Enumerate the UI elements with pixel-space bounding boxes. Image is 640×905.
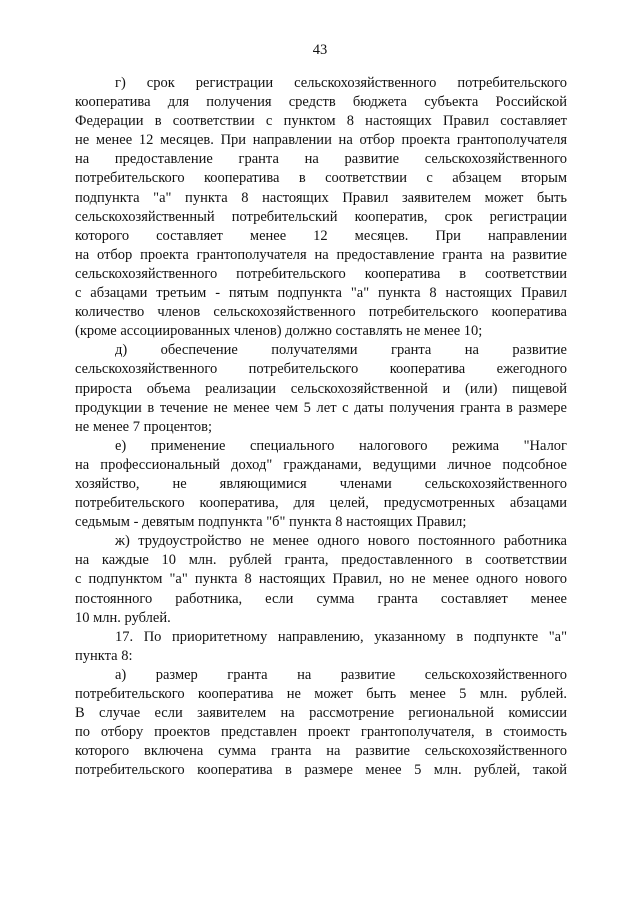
text-line: потребительского кооператива не может быть менее 5 млн. рублей. xyxy=(75,686,567,702)
text-line: д) обеспечение получателями гранта на развитие xyxy=(115,342,567,359)
text-line: потребительского кооператива, для целей, предусмотренных абзацами xyxy=(75,495,567,512)
text-line: потребительского кооператива в соответствии с абзацем вторым xyxy=(75,170,567,187)
text-line: сельскохозяйственный потребительский кооператив, срок регистрации xyxy=(75,208,567,225)
paragraph-g xyxy=(75,74,567,341)
text-line: не менее 12 месяцев. При направлении на отбор проекта грантополучателя xyxy=(75,132,567,149)
text-line: с подпунктом "а" пункта 8 настоящих Правил, но не менее одного нового xyxy=(75,571,567,588)
text-line: пункта 8: xyxy=(75,647,133,664)
text-line: которого включена сумма гранта на развитие сельскохозяйственного xyxy=(75,743,567,760)
text-line: 17. По приоритетному направлению, указанному в подпункте "а" xyxy=(115,628,567,645)
page-number: 43 xyxy=(312,42,328,58)
text-line: е) применение специального налогового режима "Налог xyxy=(115,437,567,454)
text-line: г) срок регистрации сельскохозяйственного потребительского xyxy=(115,75,567,91)
document-body xyxy=(75,74,567,780)
text-line: кооператива для получения средств бюджета субъекта Российской xyxy=(75,94,567,111)
text-line: на профессиональный доход" гражданами, ведущими личное подсобное xyxy=(75,456,567,473)
text-line: на отбор проекта грантополучателя на предоставление гранта на развитие xyxy=(75,246,567,263)
text-line: ж) трудоустройство не менее одного нового постоянного работника xyxy=(115,533,567,550)
paragraph-a xyxy=(75,666,567,781)
text-line: по отбору проектов представлен проект грантополучателя, в стоимость xyxy=(75,724,567,741)
text-line: продукции в течение не менее чем 5 лет с даты получения гранта в размере xyxy=(75,399,567,416)
text-line: которого составляет менее 12 месяцев. При направлении xyxy=(75,227,567,244)
text-line: Федерации в соответствии с пунктом 8 настоящих Правил составляет xyxy=(75,113,567,130)
text-line: постоянного работника, если сумма гранта составляет менее xyxy=(75,590,567,607)
text-line: сельскохозяйственного потребительского кооператива ежегодного xyxy=(75,361,567,378)
text-line: а) размер гранта на развитие сельскохозяйственного xyxy=(115,666,567,683)
text-line: 10 млн. рублей. xyxy=(75,609,171,626)
text-line: количество членов сельскохозяйственного потребительского кооператива xyxy=(75,304,567,321)
text-line: на предоставление гранта на развитие сельскохозяйственного xyxy=(75,151,567,168)
text-line: седьмым - девятым подпункта "б" пункта 8 настоящих Правил; xyxy=(75,514,467,531)
paragraph-e xyxy=(75,437,567,532)
text-line: потребительского кооператива в размере менее 5 млн. рублей, такой xyxy=(75,762,567,779)
text-line: хозяйство, не являющимися членами сельскохозяйственного xyxy=(75,475,567,492)
text-line: В случае если заявителем на рассмотрение региональной комиссии xyxy=(75,705,567,722)
text-line: не менее 7 процентов; xyxy=(75,418,213,435)
text-line: подпункта "а" пункта 8 настоящих Правил заявителем может быть xyxy=(75,189,567,206)
text-line: сельскохозяйственного потребительского кооператива в соответствии xyxy=(75,265,567,282)
text-line: (кроме ассоциированных членов) должно составлять не менее 10; xyxy=(75,323,483,340)
text-line: на каждые 10 млн. рублей гранта, предоставленного в соответствии xyxy=(75,552,567,569)
paragraph-d xyxy=(75,341,567,436)
text-line: с абзацами третьим - пятым подпункта "а" пункта 8 настоящих Правил xyxy=(75,285,567,302)
paragraph-zh xyxy=(75,532,567,627)
paragraph-17 xyxy=(75,628,567,666)
text-line: прироста объема реализации сельскохозяйственной и (или) пищевой xyxy=(75,380,567,397)
